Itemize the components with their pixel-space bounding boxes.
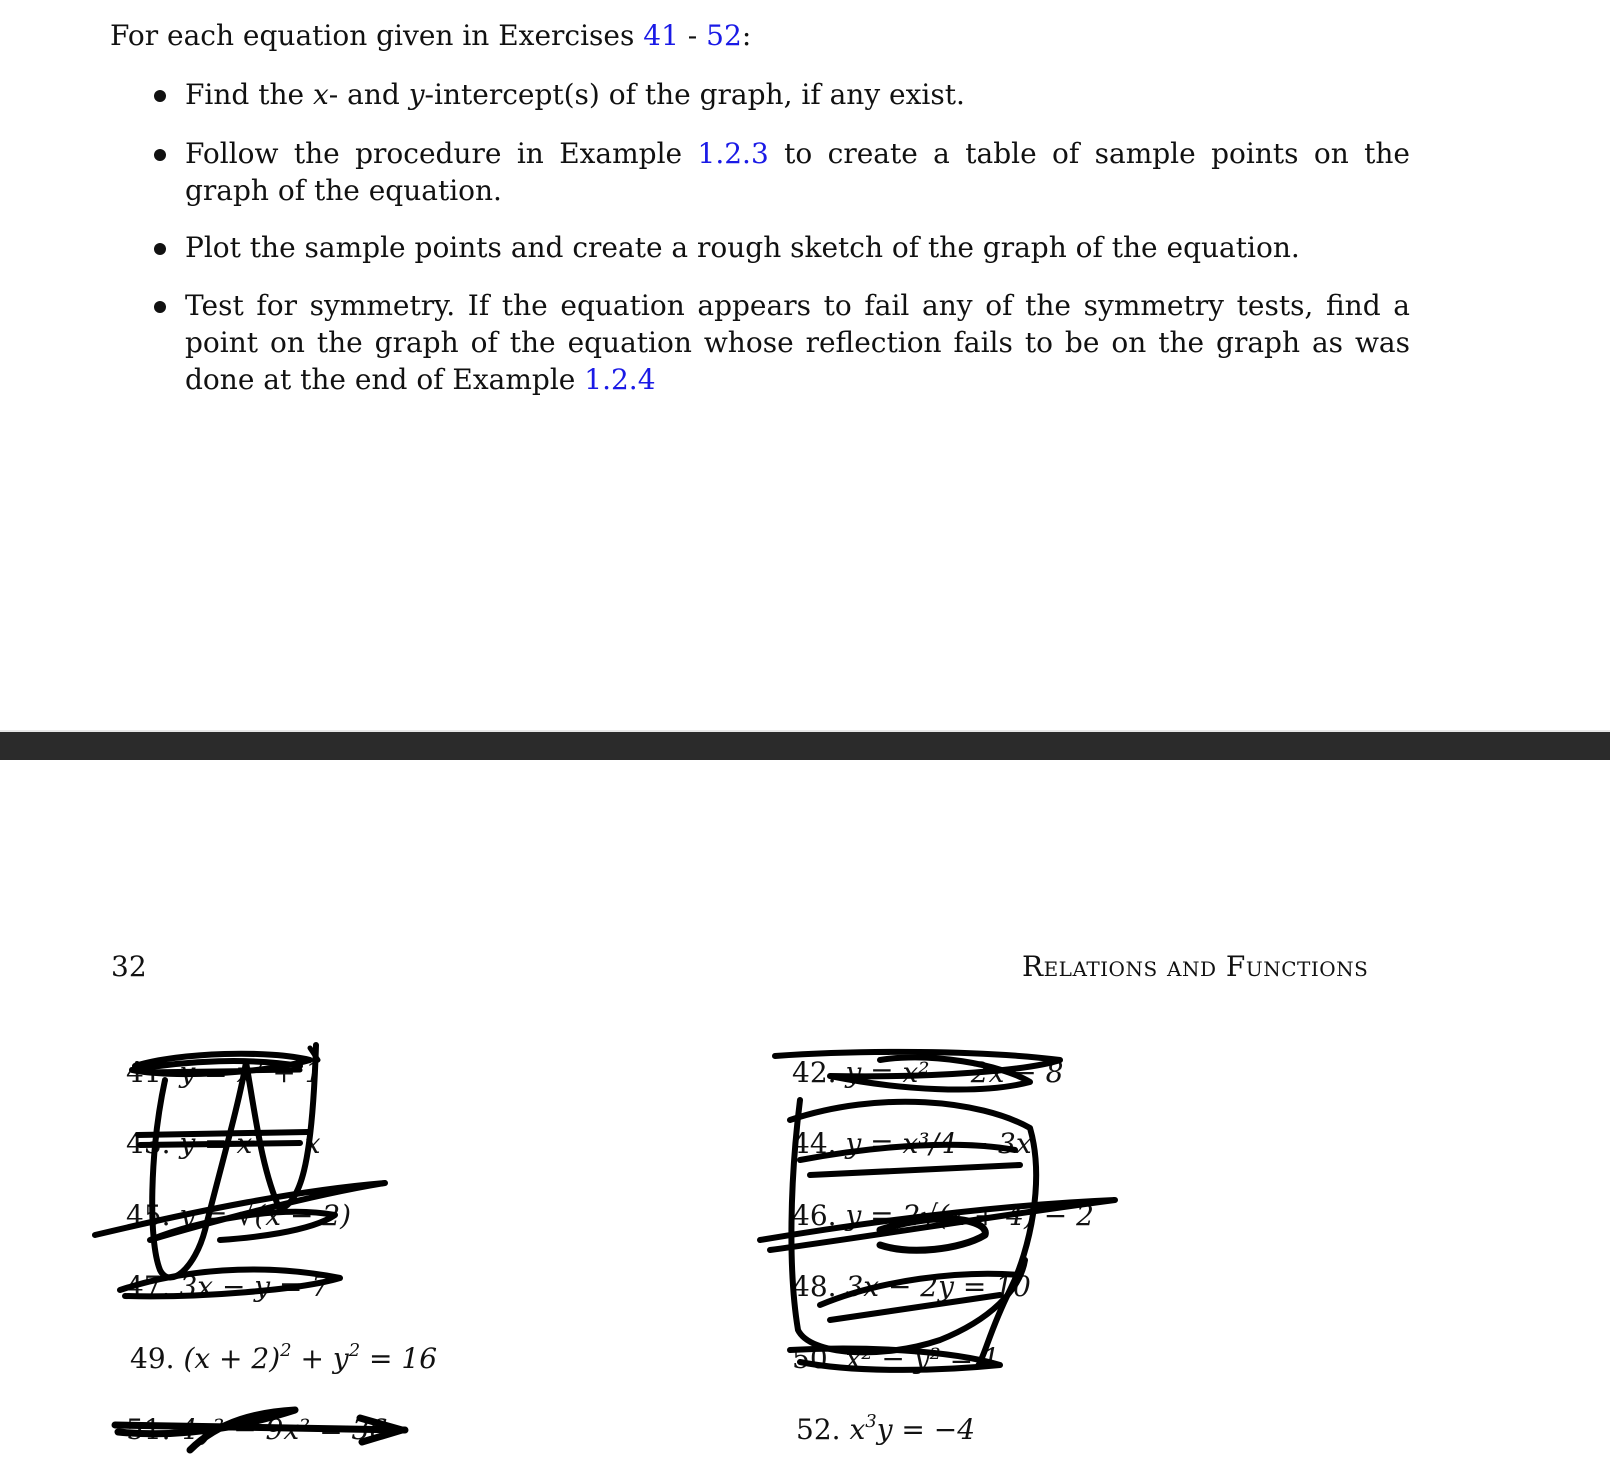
equation-part: = 16: [360, 1342, 438, 1375]
instruction-text: to create a table of sample points on the graph of the equation.: [185, 137, 1410, 207]
exercise-equation: y = x² − 2x − 8: [845, 1056, 1064, 1089]
exponent: 2: [280, 1340, 292, 1361]
exercise-equation: y = x² + 1: [179, 1056, 323, 1089]
exercise-equation: [849, 1413, 975, 1446]
exercise-46: [792, 1197, 1094, 1234]
bullet-icon: [154, 243, 166, 255]
instruction-text: Test for symmetry. If the equation appears to fail any of the symmetry tests, find a point on the graph of the equation whose reflection fails to be on the graph as was done at the end of Example: [185, 289, 1410, 396]
equation-part: x: [849, 1413, 866, 1446]
exercise-43: [126, 1125, 321, 1162]
instruction-item-symmetry: [185, 287, 1410, 398]
exercise-equation: y = 2√(x + 4) − 2: [845, 1199, 1094, 1232]
math-variable: x: [313, 78, 329, 111]
exercise-equation: y = x³ − x: [179, 1127, 321, 1160]
equation-part: y = −4: [876, 1413, 976, 1446]
exercise-number: 51.: [126, 1413, 171, 1446]
instruction-item-table: [185, 135, 1410, 209]
instruction-text: -intercept(s) of the graph, if any exist.: [424, 78, 965, 111]
exercise-number: 44.: [792, 1127, 837, 1160]
intro-colon: :: [741, 19, 752, 52]
page-number: 32: [111, 950, 147, 983]
exercise-number: 45.: [126, 1199, 171, 1232]
bullet-icon: [154, 90, 166, 102]
exercise-equation: y = x³/4 − 3x: [845, 1127, 1032, 1160]
exercise-equation: 4y² − 9x² = 36: [179, 1413, 388, 1446]
exercise-number: 43.: [126, 1127, 171, 1160]
exercise-42: [792, 1054, 1063, 1091]
exponent: 2: [348, 1340, 361, 1361]
exercise-50: [792, 1340, 1000, 1377]
exercise-number: 50.: [792, 1342, 837, 1375]
link-example-1-2-4[interactable]: 1.2.4: [584, 363, 656, 396]
exercise-47: [126, 1268, 329, 1305]
exercise-51: [126, 1411, 387, 1448]
instruction-text: - and: [328, 78, 409, 111]
exercise-number: 47.: [126, 1270, 171, 1303]
exercise-instructions-intro: [110, 17, 751, 54]
exercise-number: 52.: [796, 1413, 841, 1446]
exercise-52: [796, 1411, 975, 1448]
intro-text: For each equation given in Exercises: [110, 19, 644, 52]
exercise-48: [792, 1268, 1031, 1305]
exercise-45: [126, 1197, 351, 1234]
exponent: 3: [865, 1411, 877, 1432]
link-exercise-52[interactable]: 52: [706, 19, 742, 52]
bullet-icon: [154, 149, 166, 161]
exercise-equation: 3x − y = 7: [179, 1270, 330, 1303]
equation-part: (x + 2): [183, 1342, 281, 1375]
exercise-49: [130, 1340, 437, 1377]
exercise-equation: 3x − 2y = 10: [845, 1270, 1031, 1303]
link-exercise-41[interactable]: 41: [643, 19, 679, 52]
instruction-text: Find the: [185, 78, 313, 111]
exercise-equation: x² − y² = 1: [845, 1342, 1000, 1375]
page-separator: [0, 730, 1610, 760]
equation-part: + y: [291, 1342, 349, 1375]
exercise-41: [126, 1054, 323, 1091]
running-header: Relations and Functions: [1022, 950, 1369, 983]
exercise-number: 49.: [130, 1342, 175, 1375]
bullet-icon: [154, 301, 166, 313]
exercise-number: 48.: [792, 1270, 837, 1303]
exercise-number: 46.: [792, 1199, 837, 1232]
instruction-text: Follow the procedure in Example: [185, 137, 698, 170]
exercise-equation: y = √(x − 2): [179, 1199, 352, 1232]
intro-dash: -: [678, 19, 707, 52]
instruction-item-plot: Plot the sample points and create a rough sketch of the graph of the equation.: [185, 231, 1300, 264]
exercise-equation: [183, 1342, 437, 1375]
exercise-number: 42.: [792, 1056, 837, 1089]
math-variable: y: [408, 78, 425, 111]
link-example-1-2-3[interactable]: 1.2.3: [697, 137, 769, 170]
instruction-item-intercepts: [185, 76, 1410, 113]
exercise-number: 41.: [126, 1056, 171, 1089]
exercise-44: [792, 1125, 1032, 1162]
